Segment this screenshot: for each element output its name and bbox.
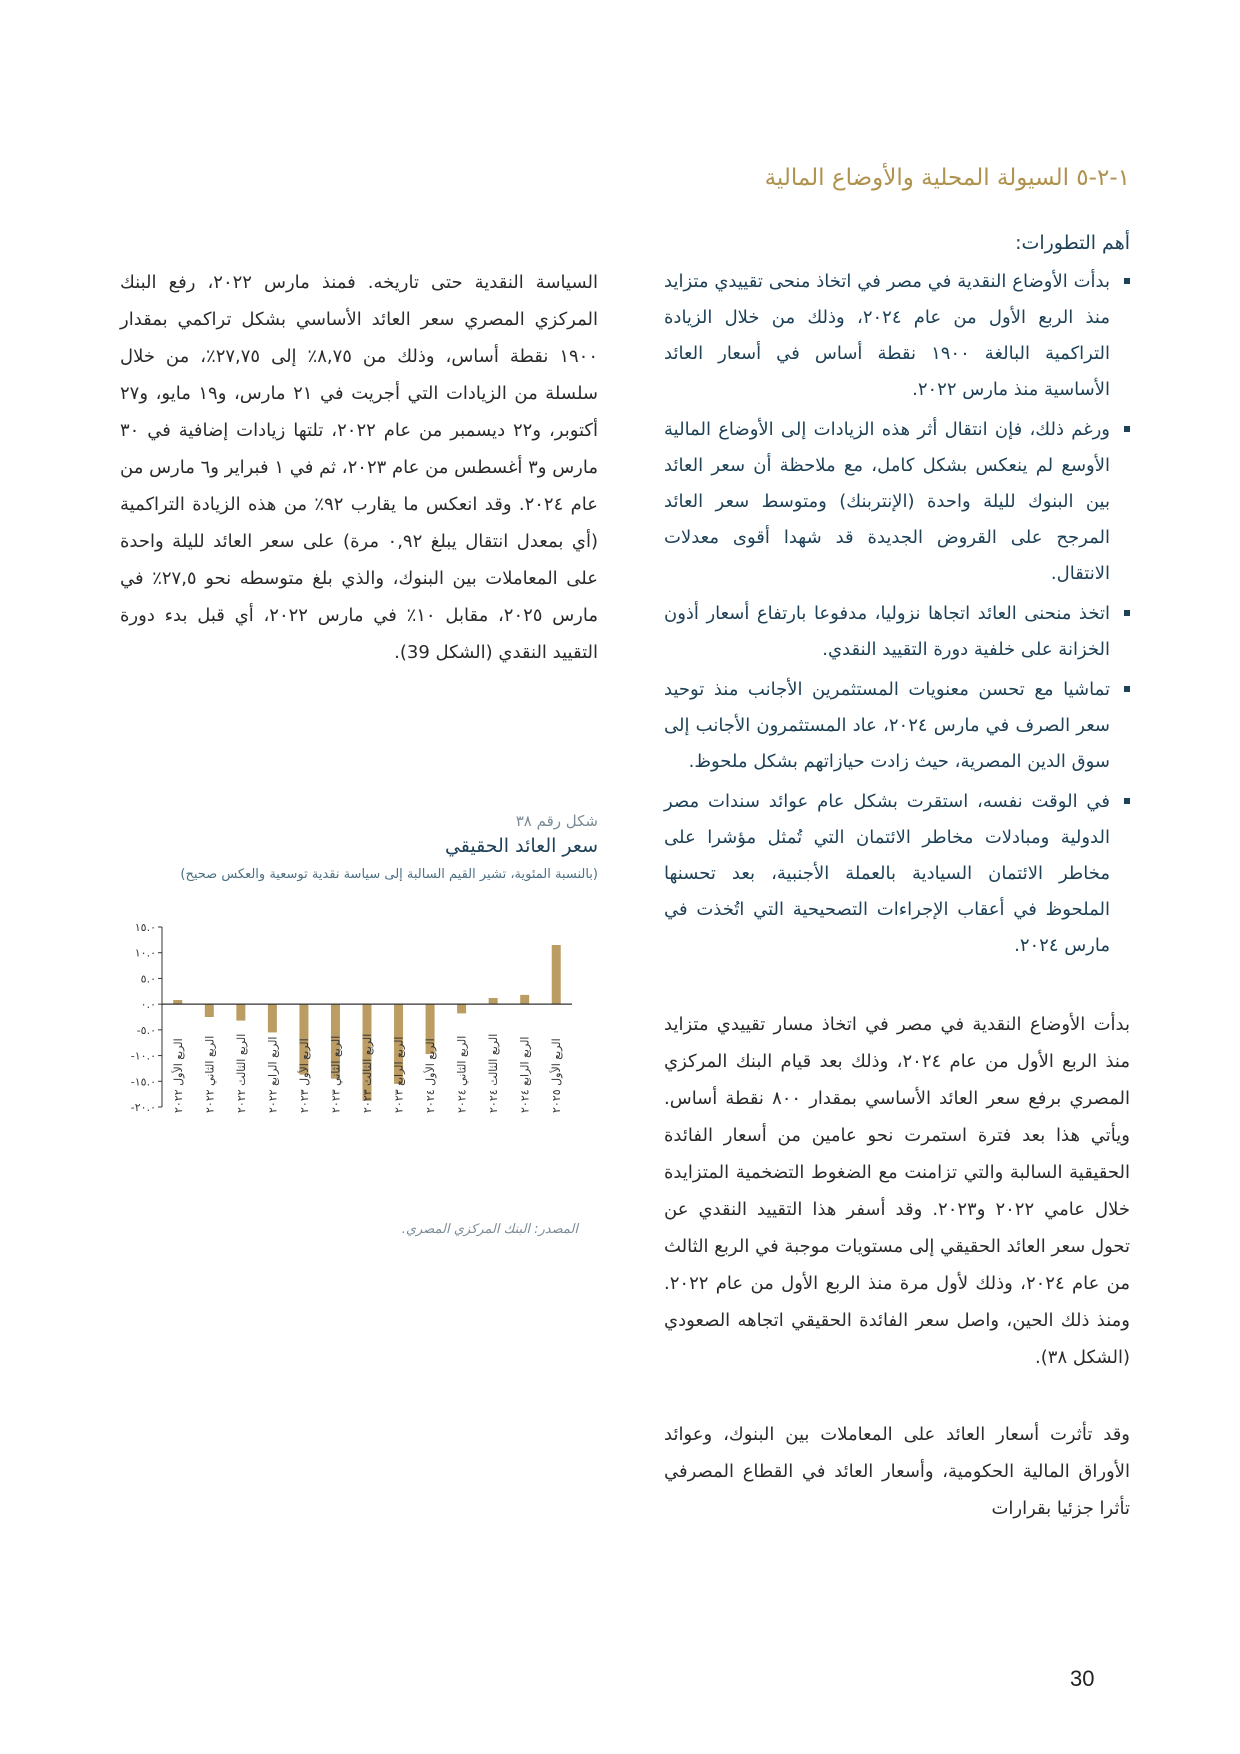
x-tick-label: الربع الأول ٢٠٢٢	[171, 1038, 185, 1113]
y-tick-label: -٢٠.٠	[130, 1101, 156, 1114]
figure-source: المصدر: البنك المركزي المصري.	[401, 1222, 578, 1237]
developments-list	[664, 264, 1130, 964]
figure-title: سعر العائد الحقيقي	[444, 835, 598, 857]
y-tick-label: -١٥.٠	[130, 1075, 156, 1089]
body-paragraph-3: السياسة النقدية حتى تاريخه. فمنذ مارس ٢٠٢٢، رفع البنك المركزي المصري سعر العائد الأساسي بشكل تراكمي بمقدار ١٩٠٠ نقطة أساس، وذلك من ٨,٧٥٪ إلى ٢٧,٧٥٪، من خلال سلسلة من الزيادات التي أجريت في ٢١ مارس، و١٩ مايو، و٢٧ أكتوبر، و٢٢ ديسمبر من عام ٢٠٢٢، تلتها زيادات إضافية في ٣٠ مارس و٣ أغسطس من عام ٢٠٢٣، ثم في ١ فبراير و٦ مارس من عام ٢٠٢٤. وقد انعكس ما يقارب ٩٢٪ من هذه الزيادة التراكمية (أي بمعدل انتقال يبلغ ٠,٩٢ مرة) على سعر العائد لليلة واحدة على المعاملات بين البنوك، والذي بلغ متوسطه نحو ٢٧,٥٪ في مارس ٢٠٢٥، مقابل ١٠٪ في مارس ٢٠٢٢، أي قبل بدء دورة التقييد النقدي (الشكل 39).	[120, 272, 599, 663]
x-tick-label: الربع الثاني ٢٠٢٣	[329, 1035, 343, 1113]
x-tick-label: الربع الأول ٢٠٢٤	[424, 1038, 438, 1113]
x-tick-label: الربع الثالث ٢٠٢٣	[361, 1033, 374, 1113]
x-tick-label: الربع الرابع ٢٠٢٣	[392, 1036, 406, 1113]
x-tick-label: الربع الرابع ٢٠٢٢	[266, 1036, 280, 1113]
left-column	[120, 264, 598, 671]
body-paragraph-2: وقد تأثرت أسعار العائد على المعاملات بين البنوك، وعوائد الأوراق المالية الحكومية، وأسعار العائد في القطاع المصرفي تأثرا جزئيا بقرارات	[664, 1424, 1130, 1519]
bar	[268, 1004, 277, 1032]
figure-number: شكل رقم ٣٨	[515, 812, 598, 830]
bar	[457, 1004, 466, 1013]
y-tick-label: ١٥.٠	[134, 921, 156, 934]
y-tick-label: -١٠.٠	[130, 1049, 156, 1063]
body-paragraph-1: بدأت الأوضاع النقدية في مصر في اتخاذ مسار تقييدي متزايد منذ الربع الأول من عام ٢٠٢٤، وذلك بعد قيام البنك المركزي المصري برفع سعر العائد الأساسي بمقدار ٨٠٠ نقطة أساس. ويأتي هذا بعد فترة استمرت نحو عامين من أسعار الفائدة الحقيقية السالبة والتي تزامنت مع الضغوط التضخمية المتزايدة خلال عامي ٢٠٢٢ و٢٠٢٣. وقد أسفر هذا التقييد النقدي عن تحول سعر العائد الحقيقي إلى مستويات موجبة في الربع الثالث من عام ٢٠٢٤، وذلك لأول مرة منذ الربع الأول من عام ٢٠٢٢. ومنذ ذلك الحين، واصل سعر الفائدة الحقيقي اتجاهه الصعودي (الشكل ٣٨).	[664, 1014, 1130, 1368]
development-bullet: بدأت الأوضاع النقدية في مصر في اتخاذ منحى تقييدي متزايد منذ الربع الأول من عام ٢٠٢٤، وذلك من خلال الزيادة التراكمية البالغة ١٩٠٠ نقطة أساس في أسعار العائد الأساسية منذ مارس ٢٠٢٢.	[664, 264, 1130, 408]
developments-heading: أهم التطورات:	[1015, 232, 1130, 254]
x-tick-label: الربع الأول ٢٠٢٣	[297, 1038, 311, 1113]
y-tick-label: ٠.٠	[140, 998, 156, 1012]
real-rate-chart	[120, 915, 590, 1215]
bullet-square-icon	[1124, 686, 1130, 692]
x-tick-label: الربع الثاني ٢٠٢٤	[455, 1035, 469, 1113]
bar	[520, 995, 529, 1004]
y-tick-label: ١٠.٠	[134, 946, 156, 960]
right-column	[664, 228, 1130, 1527]
section-title: ١-٢-٥ السيولة المحلية والأوضاع المالية	[764, 165, 1130, 192]
y-tick-label: -٥.٠	[136, 1023, 156, 1037]
bullet-square-icon	[1124, 610, 1130, 616]
x-tick-label: الربع الثالث ٢٠٢٤	[487, 1033, 501, 1113]
bullet-square-icon	[1124, 278, 1130, 284]
figure-38	[120, 810, 598, 886]
x-tick-label: الربع الثالث ٢٠٢٢	[234, 1033, 248, 1113]
bar	[552, 945, 561, 1004]
development-bullet: اتخذ منحنى العائد اتجاها نزوليا، مدفوعا بارتفاع أسعار أذون الخزانة على خلفية دورة التقييد النقدي.	[664, 596, 1130, 668]
page-number: 30	[1070, 1666, 1095, 1691]
development-bullet: تماشيا مع تحسن معنويات المستثمرين الأجانب منذ توحيد سعر الصرف في مارس ٢٠٢٤، عاد المستثمرون الأجانب إلى سوق الدين المصرية، حيث زادت حيازاتهم بشكل ملحوظ.	[664, 672, 1130, 780]
x-tick-label: الربع الرابع ٢٠٢٤	[518, 1036, 532, 1113]
y-tick-label: ٥.٠	[140, 972, 156, 986]
bar	[236, 1004, 245, 1020]
bar	[205, 1004, 214, 1017]
x-tick-label: الربع الأول ٢٠٢٥	[550, 1038, 564, 1113]
x-tick-label: الربع الثاني ٢٠٢٢	[203, 1035, 217, 1113]
bar	[173, 1000, 182, 1004]
development-bullet: في الوقت نفسه، استقرت بشكل عام عوائد سندات مصر الدولية ومبادلات مخاطر الائتمان التي تُمثل مؤشرا على مخاطر الائتمان السيادية بالعملة الأجنبية، بعد تحسنها الملحوظ في أعقاب الإجراءات التصحيحية التي اتُخذت في مارس ٢٠٢٤.	[664, 784, 1130, 964]
bullet-square-icon	[1124, 426, 1130, 432]
bar	[489, 998, 498, 1004]
development-bullet: ورغم ذلك، فإن انتقال أثر هذه الزيادات إلى الأوضاع المالية الأوسع لم ينعكس بشكل كامل، مع ملاحظة أن سعر العائد بين البنوك لليلة واحدة (الإنتربنك) ومتوسط سعر العائد المرجح على القروض الجديدة قد شهدا أقوى معدلات الانتقال.	[664, 412, 1130, 592]
figure-subtitle: (بالنسبة المئوية، تشير القيم السالبة إلى سياسة نقدية توسعية والعكس صحيح)	[180, 867, 598, 882]
bullet-square-icon	[1124, 798, 1130, 804]
